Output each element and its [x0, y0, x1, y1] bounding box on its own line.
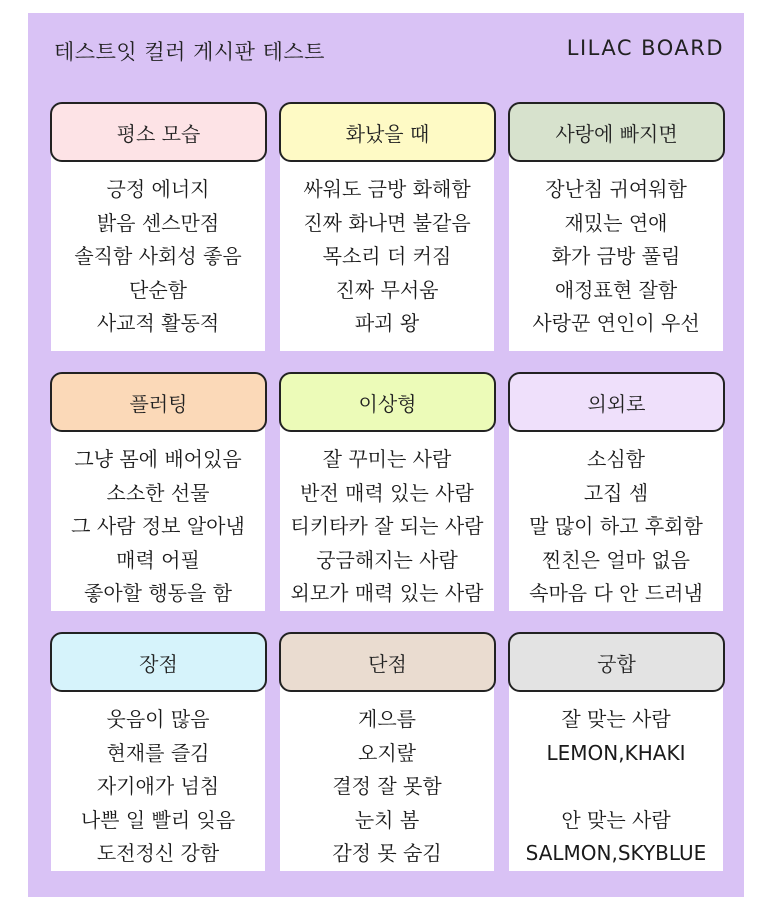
cell-line: 웃음이 많음 [106, 707, 210, 731]
board-title: 테스트잇 컬러 게시판 테스트 [54, 40, 325, 64]
cell-body [509, 143, 723, 351]
cell-header: 평소 모습 [50, 102, 267, 162]
cell-line: 외모가 매력 있는 사람 [290, 581, 484, 605]
cell-line: 말 많이 하고 후회함 [529, 514, 703, 538]
cell-line: 애정표현 잘함 [554, 277, 678, 302]
cell-line: 장난침 귀여워함 [545, 177, 687, 201]
cell-flirting [48, 359, 268, 619]
cell-line: 소소한 선물 [106, 480, 210, 505]
cell-line: 화가 금방 풀림 [551, 244, 681, 268]
cell-line: 결정 잘 못함 [332, 774, 442, 798]
cell-line: 반전 매력 있는 사람 [300, 480, 474, 505]
cell-header: 화났을 때 [279, 102, 496, 162]
cell-strengths [48, 619, 268, 879]
cell-body [51, 673, 265, 871]
cell-line: 현재를 즐김 [106, 740, 210, 765]
cell-ideal-type [277, 359, 497, 619]
cell-line: 사랑꾼 연인이 우선 [532, 311, 700, 335]
cell-usual-self [48, 89, 268, 359]
cell-header: 궁합 [508, 632, 725, 692]
cell-header: 단점 [279, 632, 496, 692]
cell-line: 재밌는 연애 [564, 210, 668, 235]
cell-line: 게으름 [358, 707, 416, 731]
cell-line: 그냥 몸에 배어있음 [74, 447, 242, 471]
cell-header: 사랑에 빠지면 [508, 102, 725, 162]
cell-weaknesses [277, 619, 497, 879]
cell-line: 단순함 [129, 277, 187, 302]
cell-body [280, 413, 494, 611]
cell-compatibility [506, 619, 726, 879]
cell-body [280, 673, 494, 871]
trait-grid [48, 89, 726, 879]
cell-line: 고집 셈 [583, 480, 649, 505]
cell-line: 좋아할 행동을 함 [84, 581, 232, 605]
board-brand: LILAC BOARD [566, 36, 724, 60]
cell-line: 티키타카 잘 되는 사람 [290, 514, 484, 538]
cell-line: SALMON,SKYBLUE [525, 841, 707, 865]
cell-body [509, 673, 723, 871]
cell-header: 이상형 [279, 372, 496, 432]
cell-line: 눈치 봄 [354, 807, 420, 832]
cell-line: 싸워도 금방 화해함 [303, 177, 471, 201]
cell-body [51, 143, 265, 351]
lilac-board [28, 13, 744, 897]
cell-line: 밝음 센스만점 [96, 210, 220, 235]
cell-line: 진짜 화나면 불같음 [303, 210, 471, 235]
cell-line: 잘 맞는 사람 [561, 707, 671, 731]
cell-line: 찐친은 얼마 없음 [542, 547, 690, 572]
cell-line: 도전정신 강함 [96, 841, 220, 865]
cell-line: 진짜 무서움 [335, 277, 439, 302]
cell-unexpectedly [506, 359, 726, 619]
cell-line: 자기애가 넘침 [96, 774, 220, 798]
cell-line: 감정 못 숨김 [332, 841, 442, 865]
cell-body [51, 413, 265, 611]
cell-body [280, 143, 494, 351]
cell-line: 솔직함 사회성 좋음 [74, 244, 242, 268]
cell-header: 장점 [50, 632, 267, 692]
cell-line: 소심함 [587, 447, 645, 471]
cell-line: 나쁜 일 빨리 잊음 [80, 807, 236, 832]
cell-line: 긍정 에너지 [106, 177, 210, 201]
cell-header: 플러팅 [50, 372, 267, 432]
cell-header: 의외로 [508, 372, 725, 432]
cell-line: 안 맞는 사람 [561, 807, 671, 832]
cell-line: 파괴 왕 [354, 311, 420, 335]
cell-line: 사교적 활동적 [96, 311, 220, 335]
cell-line: 그 사람 정보 알아냄 [71, 514, 245, 538]
cell-line: 속마음 다 안 드러냄 [529, 581, 703, 605]
cell-line: 잘 꾸미는 사람 [322, 447, 452, 471]
cell-when-angry [277, 89, 497, 359]
cell-line: 궁금해지는 사람 [316, 547, 458, 572]
cell-body [509, 413, 723, 611]
cell-line: 오지랖 [358, 740, 416, 765]
cell-line: 매력 어필 [116, 547, 200, 572]
cell-in-love [506, 89, 726, 359]
cell-line: 목소리 더 커짐 [322, 244, 452, 268]
cell-line: LEMON,KHAKI [546, 740, 686, 765]
